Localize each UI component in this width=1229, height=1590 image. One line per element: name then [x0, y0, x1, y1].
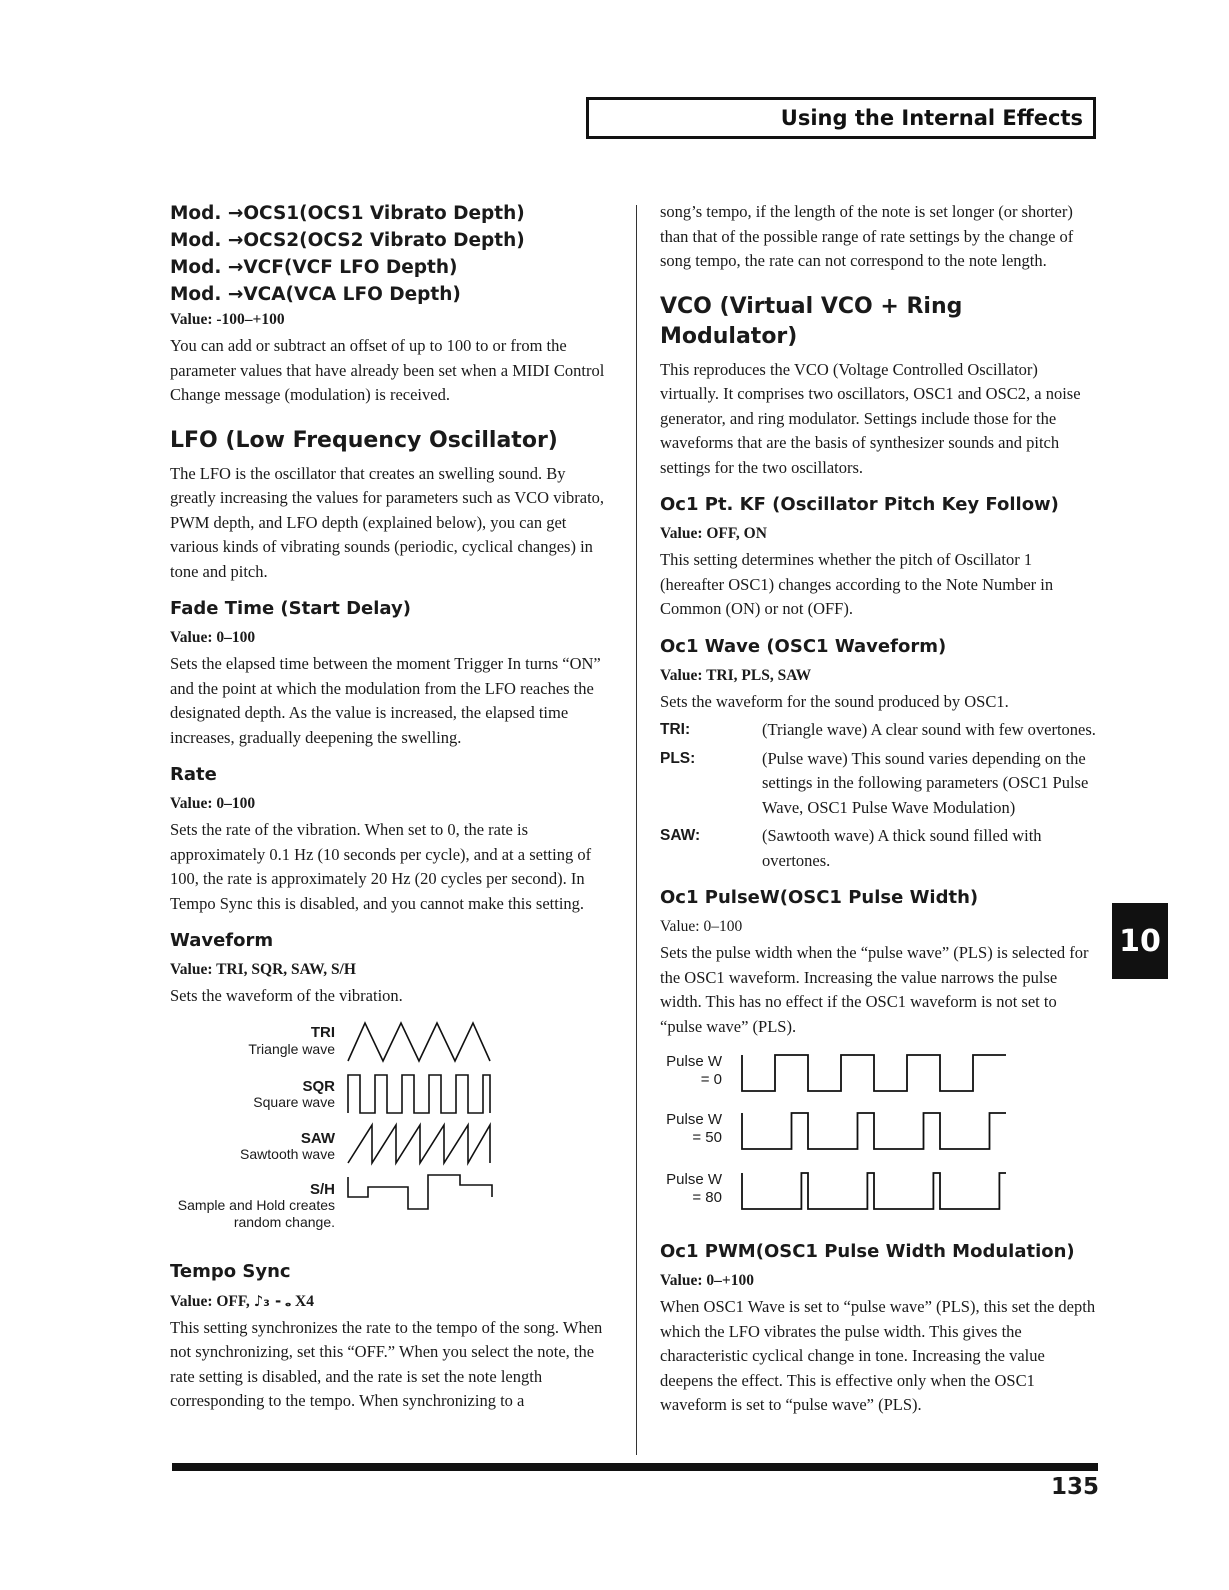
lfo-heading: LFO (Low Frequency Oscillator): [170, 427, 558, 453]
mod-value: Value: -100–+100: [170, 311, 285, 328]
footer-rule: [172, 1463, 1098, 1471]
square-wave-graphic: [348, 1075, 490, 1113]
pulse-label-line2: = 0: [700, 1071, 722, 1088]
waveform-value: Value: TRI, SQR, SAW, S/H: [170, 961, 356, 978]
kf-body: This setting determines whether the pitch of Oscillator 1 (hereafter OSC1) changes according to the Note Number in Common (ON) or not (OFF).: [660, 550, 1054, 618]
wave-body: Sets the waveform for the sound produced by OSC1.: [660, 691, 1009, 711]
sample-hold-wave-graphic: [348, 1175, 492, 1209]
pw-value: Value: 0–100: [660, 918, 743, 935]
pulse-label-line2: = 80: [692, 1189, 722, 1206]
section-title: Using the Internal Effects: [780, 106, 1083, 130]
tempo-value: [170, 1289, 610, 1314]
definition-desc: (Pulse wave) This sound varies depending on the settings in the following parameters (OSC1 Pulse Wave, OSC1 Pulse Wave Modulation): [762, 748, 1089, 817]
pw-heading: Oc1 PulseW(OSC1 Pulse Width): [660, 887, 979, 908]
lfo-waveform-figure: [170, 1017, 610, 1247]
waveform-definition-list: [660, 718, 1100, 873]
heading-mod-vca: Mod. →VCA(VCA LFO Depth): [170, 284, 461, 305]
rate-body: Sets the rate of the vibration. When set to 0, the rate is approximately 0.1 Hz (10 seconds per cycle), and at a setting of 100, the rate is approximately 20 Hz (20 cycles per second). In Tempo Sync this is disabled, and you cannot make this setting.: [170, 820, 592, 913]
wave-label-tri: TRI: [310, 1023, 335, 1041]
rate-heading: Rate: [170, 764, 217, 785]
kf-value: Value: OFF, ON: [660, 525, 767, 542]
wave-label-saw: SAW: [300, 1129, 335, 1147]
pulse-label-line1: Pulse W: [666, 1111, 722, 1128]
kf-heading: Oc1 Pt. KF (Oscillator Pitch Key Follow): [660, 494, 1059, 515]
pulse-label-line2: = 50: [692, 1129, 722, 1146]
wave-value: Value: TRI, PLS, SAW: [660, 666, 812, 684]
wave-desc-saw: Sawtooth wave: [240, 1145, 335, 1162]
heading-mod-osc1: Mod. →OCS1(OCS1 Vibrato Depth): [170, 203, 525, 224]
tempo-value-suffix: X4: [295, 1292, 314, 1310]
fade-body: Sets the elapsed time between the moment Trigger In turns “ON” and the point at which the modulation from the LFO reaches the designated depth. As the value is increased, the elapsed time increases, gradually deepening the swelling.: [170, 654, 601, 747]
definition-desc: (Sawtooth wave) A thick sound filled with overtones.: [762, 826, 1042, 870]
wave-heading: Oc1 Wave (OSC1 Waveform): [660, 635, 947, 657]
mod-body: You can add or subtract an offset of up to 100 to or from the parameter values that have already been set when a MIDI Control Change message (modulation) is received.: [170, 336, 605, 404]
chapter-tab: 10: [1112, 903, 1168, 979]
lfo-body: The LFO is the oscillator that creates an swelling sound. By greatly increasing the values for parameters such as VCO vibrato, PWM depth, and LFO depth (explained below), you can get various kinds of vibrating sounds (periodic, cyclical changes) in tone and pitch.: [170, 463, 605, 581]
column-divider: [636, 205, 637, 1455]
sawtooth-wave-graphic: [348, 1125, 490, 1163]
pulse-wave-graphic: [742, 1055, 1006, 1091]
vco-body: This reproduces the VCO (Voltage Controlled Oscillator) virtually. It comprises two oscillators, OSC1 and OSC2, a noise generator, and ring modulator. Settings include those for the waveforms that are the basis of synthesizer sounds and pitch settings for the two oscillators.: [660, 359, 1081, 477]
tempo-body: This setting synchronizes the rate to the tempo of the song. When not synchronizing, set this “OFF.” When you select the note, the rate setting is disabled, and the rate is set the note length corresponding to the tempo. When synchronizing to a: [170, 1317, 603, 1410]
waveform-body: Sets the waveform of the vibration.: [170, 986, 403, 1005]
triangle-wave-graphic: [348, 1023, 490, 1061]
left-column: [170, 200, 610, 1418]
pwm-value: Value: 0–+100: [660, 1272, 754, 1289]
vco-heading: VCO (Virtual VCO + Ring Modulator): [660, 293, 963, 349]
pulse-label-line1: Pulse W: [666, 1053, 722, 1070]
heading-mod-vcf: Mod. →VCF(VCF LFO Depth): [170, 257, 458, 278]
wave-desc-sqr: Square wave: [253, 1093, 335, 1110]
pulse-width-figure: [660, 1047, 1100, 1227]
triplet-sixteenth-note-icon: ♪₃ -: [253, 1291, 282, 1310]
pulse-wave-graphic: [742, 1173, 1006, 1209]
rate-value: Value: 0–100: [170, 795, 256, 812]
definition-row-tri: [660, 718, 1100, 743]
tempo-continued-body: song’s tempo, if the length of the note is set longer (or shorter) than that of the possible range of rate settings by the change of song tempo, the rate can not correspond to the note length.: [660, 202, 1074, 270]
page-number: 135: [1050, 1474, 1099, 1500]
definition-row-pls: [660, 747, 1100, 821]
heading-mod-osc2: Mod. →OCS2(OCS2 Vibrato Depth): [170, 230, 525, 251]
definition-term: PLS:: [660, 749, 696, 767]
whole-note-icon: 𝅝: [285, 1291, 292, 1310]
fade-heading: Fade Time (Start Delay): [170, 598, 411, 619]
pulse-wave-graphic: [742, 1113, 1006, 1149]
pulse-width-svg: [660, 1047, 1100, 1227]
fade-value: Value: 0–100: [170, 629, 256, 646]
pulse-label-line1: Pulse W: [666, 1171, 722, 1188]
definition-term: TRI:: [660, 721, 691, 738]
definition-desc: (Triangle wave) A clear sound with few overtones.: [762, 720, 1096, 739]
pwm-body: When OSC1 Wave is set to “pulse wave” (PLS), this set the depth which the LFO vibrates the pulse width. This gives the characteristic cyclical change in tone. Increasing the value deepens the effect. This is effective only when the OSC1 waveform is set to “pulse wave” (PLS).: [660, 1297, 1096, 1414]
tempo-value-prefix: Value: OFF,: [170, 1292, 250, 1310]
section-header: [586, 97, 1096, 139]
definition-term: SAW:: [660, 827, 701, 844]
pw-body: Sets the pulse width when the “pulse wave” (PLS) is selected for the OSC1 waveform. Increasing the value narrows the pulse width. This has no effect if the OSC1 waveform is not set to “pulse wave” (PLS).: [660, 943, 1089, 1036]
wave-desc-tri: Triangle wave: [248, 1040, 335, 1057]
waveform-heading: Waveform: [170, 930, 274, 951]
wave-desc-sh: Sample and Hold creates random change.: [177, 1196, 335, 1230]
right-column: [660, 200, 1100, 1422]
wave-label-sqr: SQR: [302, 1077, 335, 1095]
tempo-heading: Tempo Sync: [170, 1260, 291, 1282]
lfo-waveforms-svg: [170, 1017, 610, 1247]
wave-label-sh: S/H: [309, 1180, 335, 1198]
definition-row-saw: [660, 824, 1100, 873]
pwm-heading: Oc1 PWM(OSC1 Pulse Width Modulation): [660, 1241, 1075, 1262]
